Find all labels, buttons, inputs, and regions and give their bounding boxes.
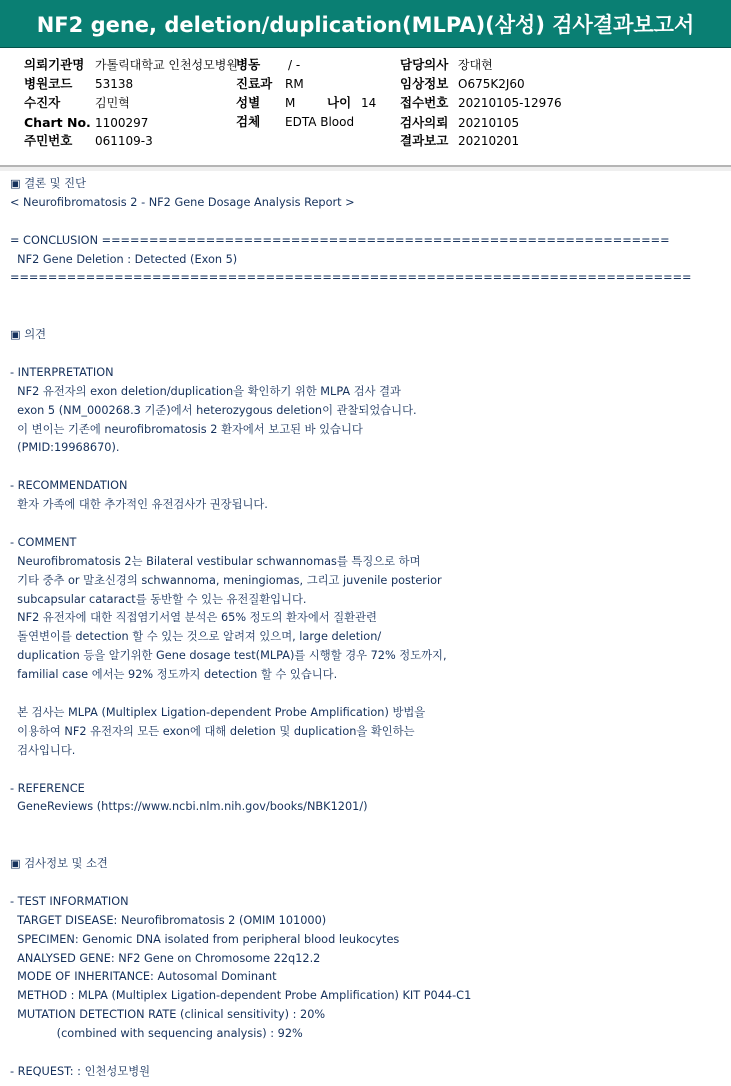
receipt-no-label: 접수번호 <box>400 95 449 110</box>
section-heading: ▣ 검사정보 및 소견 <box>10 857 108 871</box>
report-line <box>10 836 725 855</box>
receipt-no-value: 20210105-12976 <box>458 96 562 110</box>
report-line: - INTERPRETATION <box>10 365 114 379</box>
report-line <box>10 817 725 836</box>
report-line: 본 검사는 MLPA (Multiplex Ligation-dependent Probe Amplification) 방법을 <box>10 705 426 719</box>
report-line: SPECIMEN: Genomic DNA isolated from peripheral blood leukocytes <box>10 932 400 946</box>
report-line: (combined with sequencing analysis) : 92% <box>10 1027 303 1041</box>
sex-label: 성별 <box>236 95 261 110</box>
specimen-value: EDTA Blood <box>285 115 355 129</box>
department-value: RM <box>285 77 304 91</box>
report-line: METHOD : MLPA (Multiplex Ligation-dependent Probe Amplification) KIT P044-C1 <box>10 989 472 1003</box>
report-line: 기타 중추 or 말초신경의 schwannoma, meningiomas, 그리고 juvenile posterior <box>10 573 442 587</box>
request-date-value: 20210105 <box>458 116 520 130</box>
report-line <box>10 515 725 534</box>
report-line: - REFERENCE <box>10 781 85 795</box>
report-line: 검사입니다. <box>10 743 76 757</box>
sex-value: M <box>285 96 296 110</box>
doctor-value: 장대현 <box>458 58 493 72</box>
report-line: 돌연변이를 detection 할 수 있는 것으로 알려져 있으며, large deletion/ <box>10 630 382 644</box>
hospital-code-label: 병원코드 <box>24 76 73 91</box>
report-line: familial case 에서는 92% 정도까지 detection 할 수 있습니다. <box>10 668 338 682</box>
resident-no-label: 주민번호 <box>24 133 73 148</box>
section-heading: ▣ 결론 및 진단 <box>10 177 87 190</box>
clinical-info-value: O675K2J60 <box>458 77 525 91</box>
institution-label: 의뢰기관명 <box>24 57 85 72</box>
report-date-label: 결과보고 <box>400 133 449 148</box>
report-line: duplication 등을 알기위한 Gene dosage test(MLPA)를 시행할 경우 72% 정도까지, <box>10 649 447 663</box>
report-line: MUTATION DETECTION RATE (clinical sensitivity) : 20% <box>10 1008 326 1022</box>
report-line <box>10 458 725 477</box>
report-line: - RECOMMENDATION <box>10 479 128 493</box>
report-line: ======================================================================== <box>10 271 692 285</box>
report-body <box>10 175 725 1082</box>
report-line: 이용하여 NF2 유전자의 모든 exon에 대해 deletion 및 duplication을 확인하는 <box>10 724 415 738</box>
report-line <box>10 307 725 326</box>
report-line: TARGET DISEASE: Neurofibromatosis 2 (OMIM 101000) <box>10 913 327 927</box>
doctor-label: 담당의사 <box>400 57 449 72</box>
report-line: - COMMENT <box>10 535 77 549</box>
report-line: exon 5 (NM_000268.3 기준)에서 heterozygous deletion이 관찰되었습니다. <box>10 403 417 417</box>
ward-label: 병동 <box>236 57 261 72</box>
request-date-label: 검사의뢰 <box>400 115 449 130</box>
resident-no-value: 061109-3 <box>95 134 153 148</box>
age-label: 나이 <box>327 95 352 110</box>
report-line: (PMID:19968670). <box>10 441 120 455</box>
clinical-info-label: 임상정보 <box>400 76 449 91</box>
report-line: = CONCLUSION ============================================================ <box>10 233 670 247</box>
specimen-label: 검체 <box>236 114 261 129</box>
chart-no-label: Chart No. <box>24 115 91 130</box>
report-line: NF2 유전자의 exon deletion/duplication을 확인하기 위한 MLPA 검사 결과 <box>10 384 401 398</box>
report-line: GeneReviews (https://www.ncbi.nlm.nih.gov/books/NBK1201/) <box>10 800 368 814</box>
report-line: subcapsular cataract를 동반할 수 있는 유전질환입니다. <box>10 592 307 606</box>
header-divider-shadow <box>0 167 731 171</box>
report-line: NF2 Gene Deletion : Detected (Exon 5) <box>10 252 238 266</box>
report-line: ANALYSED GENE: NF2 Gene on Chromosome 22q12.2 <box>10 951 321 965</box>
examinee-value: 김민혁 <box>95 96 130 110</box>
hospital-code-value: 53138 <box>95 77 134 91</box>
report-line <box>10 685 725 704</box>
report-line: NF2 유전자에 대한 직접염기서열 분석은 65% 정도의 환자에서 질환관련 <box>10 611 377 625</box>
department-label: 진료과 <box>236 76 273 91</box>
report-line <box>10 1044 725 1063</box>
report-date-value: 20210201 <box>458 134 520 148</box>
chart-no-value: 1100297 <box>95 116 149 130</box>
ward-value: / - <box>288 58 301 72</box>
report-line <box>10 213 725 232</box>
report-line: - REQUEST: : 인천성모병원 <box>10 1064 151 1078</box>
report-line: 환자 가족에 대한 추가적인 유전검사가 권장됩니다. <box>10 498 268 512</box>
report-title: NF2 gene, deletion/duplication(MLPA)(삼성) 검사결과보고서 <box>0 0 731 48</box>
report-line <box>10 761 725 780</box>
patient-info-header <box>0 49 731 165</box>
report-line: < Neurofibromatosis 2 - NF2 Gene Dosage Analysis Report > <box>10 195 355 209</box>
report-line <box>10 288 725 307</box>
report-line <box>10 874 725 893</box>
report-line <box>10 345 725 364</box>
report-line: Neurofibromatosis 2는 Bilateral vestibular schwannomas를 특징으로 하며 <box>10 554 421 568</box>
institution-value: 가톨릭대학교 인천성모병원 <box>95 58 238 72</box>
report-line: MODE OF INHERITANCE: Autosomal Dominant <box>10 970 277 984</box>
examinee-label: 수진자 <box>24 95 61 110</box>
report-line: 이 변이는 기존에 neurofibromatosis 2 환자에서 보고된 바 있습니다 <box>10 422 363 436</box>
section-heading: ▣ 의견 <box>10 328 47 342</box>
age-value: 14 <box>361 96 377 110</box>
report-line: - TEST INFORMATION <box>10 894 129 908</box>
